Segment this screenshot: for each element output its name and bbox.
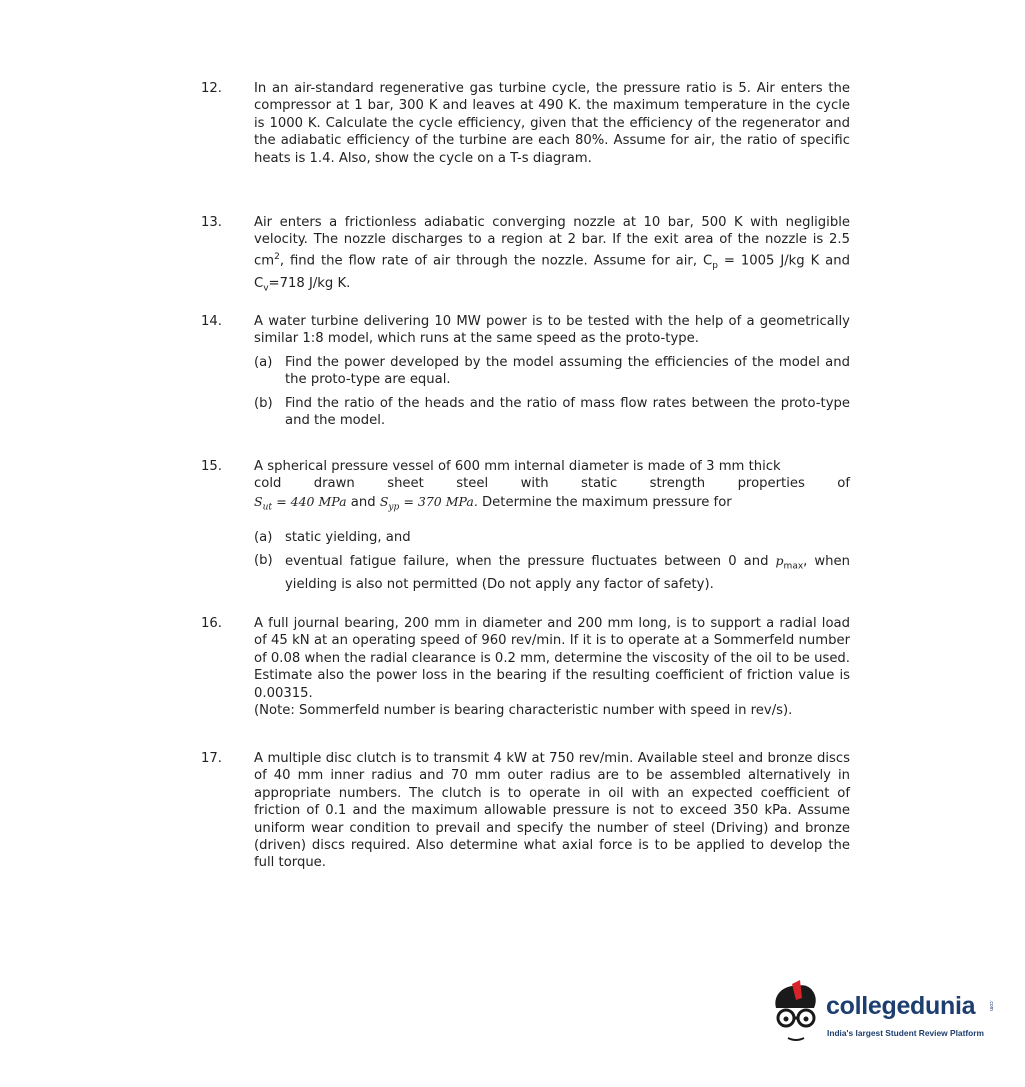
question-part: (a) static yielding, and — [254, 529, 411, 545]
question-12 — [201, 80, 853, 167]
question-text-line: cold drawn sheet steel with static strength properties of — [254, 476, 850, 492]
question-text: A full journal bearing, 200 mm in diameter and 200 mm long, is to support a radial load of 45 kN at an operating speed of 960 rev/min. If it is to operate at a Sommerfeld number of 0.08 when the radial clearance is 0.2 mm, determine the viscosity of the oil to be used. Estimate also the power loss in the bearing if the resulting coefficient of friction value is 0.00315. — [254, 616, 850, 701]
question-15 — [201, 458, 853, 594]
question-part: (b) Find the ratio of the heads and the ratio of mass flow rates between the proto-type and the model. — [254, 395, 850, 429]
question-14 — [201, 313, 853, 429]
question-part: (b) eventual fatigue failure, when the pressure fluctuates between 0 and $p_{max}$, when yielding is also not permitted (Do not apply any factor of safety). — [254, 553, 851, 593]
question-16 — [201, 615, 853, 719]
question-part: (a) Find the power developed by the model assuming the efficiencies of the model and the proto-type are equal. — [254, 354, 850, 388]
question-number: 13. — [201, 215, 222, 230]
logo-dotcom: .com — [988, 1000, 994, 1011]
question-13 — [201, 214, 853, 298]
question-number: 17. — [201, 751, 222, 766]
question-text: In an air-standard regenerative gas turbine cycle, the pressure ratio is 5. Air enters the compressor at 1 bar, 300 K and leaves at 490 K. the maximum temperature in the cycle is 1000 K. Calculate the cycle efficiency, given that the efficiency of the regenerator and the adiabatic efficiency of the turbine are each 80%. Assume for air, the ratio of specific heats is 1.4. Also, show the cycle on a T-s diagram. — [254, 81, 850, 166]
collegedunia-logo[interactable] — [766, 978, 996, 1048]
question-text-line: A spherical pressure vessel of 600 mm internal diameter is made of 3 mm thick — [254, 459, 781, 474]
logo-wordmark: collegedunia — [826, 992, 976, 1020]
question-note: (Note: Sommerfeld number is bearing characteristic number with speed in rev/s). — [254, 703, 793, 719]
question-text-line: $S_{ut} = 440$ MPa and $S_{yp} = 370$ MPa. Determine the maximum pressure for — [254, 493, 732, 513]
logo-tagline: India's largest Student Review Platform — [827, 1028, 984, 1038]
question-number: 14. — [201, 314, 222, 329]
question-number: 15. — [201, 459, 222, 474]
question-17 — [201, 750, 853, 872]
question-text: A multiple disc clutch is to transmit 4 kW at 750 rev/min. Available steel and bronze discs of 40 mm inner radius and 70 mm outer radius are to be assembled alternatively in appropriate numbers. The clutch is to operate in oil with an expected coefficient of friction of 0.1 and the maximum allowable pressure is not to exceed 350 kPa. Assume uniform wear condition to prevail and specify the number of steel (Driving) and bronze (driven) discs required. Also determine what axial force is to be applied to develop the full torque. — [254, 751, 850, 871]
question-number: 12. — [201, 81, 222, 96]
question-number: 16. — [201, 616, 222, 631]
mascot-icon — [766, 978, 826, 1048]
question-text: A water turbine delivering 10 MW power is to be tested with the help of a geometrically similar 1:8 model, which runs at the same speed as the proto-type. — [254, 314, 850, 347]
question-text: Air enters a frictionless adiabatic converging nozzle at 10 bar, 500 K with negligible velocity. The nozzle discharges to a region at 2 bar. If the exit area of the nozzle is 2.5 $cm^2$, find the flow rate of air through the nozzle. Assume for air, $C_p = 1005$ J/kg K and $C_v=718$ J/kg K. — [254, 215, 850, 294]
